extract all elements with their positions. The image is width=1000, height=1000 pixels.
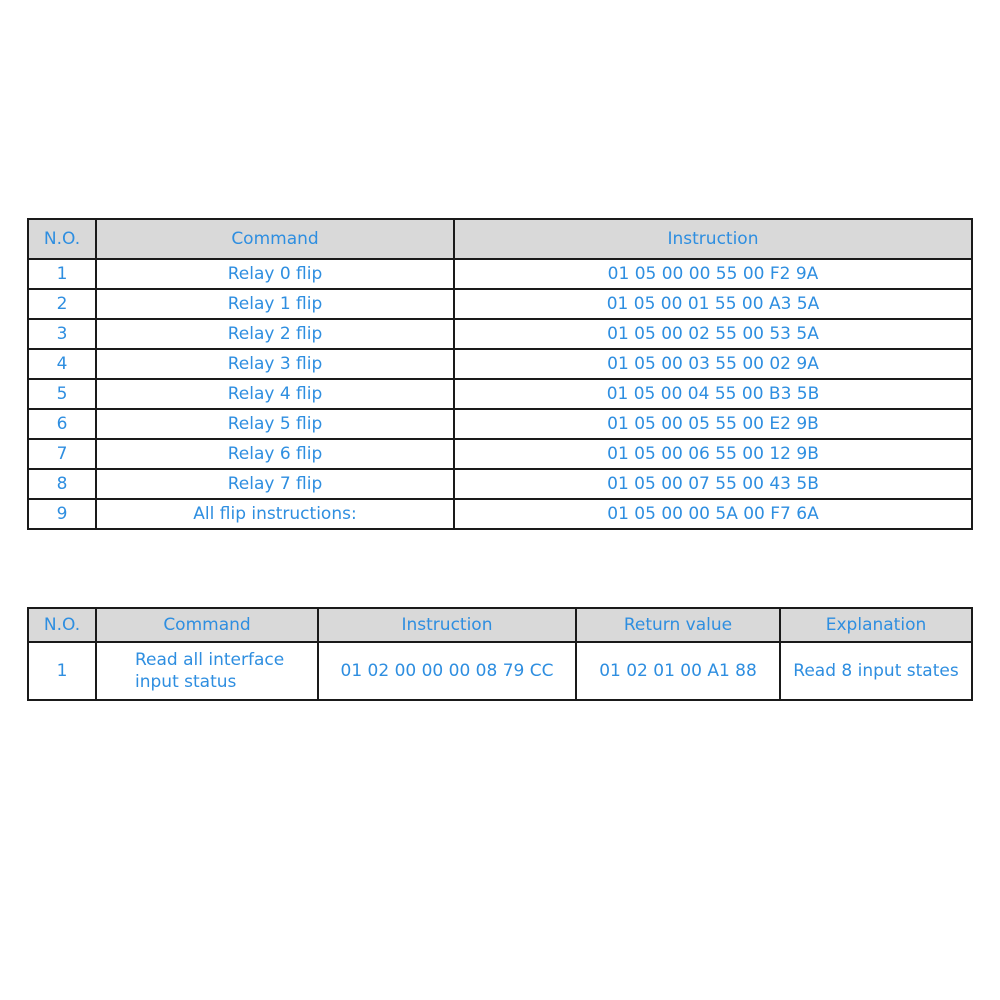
- row-command: Relay 5 flip: [96, 409, 454, 439]
- table-row: [28, 469, 972, 499]
- table-row: [28, 319, 972, 349]
- header-instruction: Instruction: [318, 608, 576, 642]
- row-command: All flip instructions:: [96, 499, 454, 529]
- row-command: Relay 7 flip: [96, 469, 454, 499]
- table-row: [28, 499, 972, 529]
- header-return-value: Return value: [576, 608, 780, 642]
- table-row: [28, 289, 972, 319]
- header-command: Command: [96, 219, 454, 259]
- row-command: Relay 2 flip: [96, 319, 454, 349]
- table-row: [28, 439, 972, 469]
- table-row: [28, 259, 972, 289]
- row-instruction: 01 05 00 02 55 00 53 5A: [454, 319, 972, 349]
- row-no: 4: [28, 349, 96, 379]
- row-command: Read all interface input status: [96, 642, 318, 700]
- row-no: 5: [28, 379, 96, 409]
- row-no: 1: [28, 642, 96, 700]
- row-no: 9: [28, 499, 96, 529]
- relay-command-table: [27, 218, 973, 530]
- row-no: 8: [28, 469, 96, 499]
- row-instruction: 01 05 00 00 5A 00 F7 6A: [454, 499, 972, 529]
- row-return-value: 01 02 01 00 A1 88: [576, 642, 780, 700]
- row-instruction: 01 05 00 01 55 00 A3 5A: [454, 289, 972, 319]
- row-instruction: 01 05 00 06 55 00 12 9B: [454, 439, 972, 469]
- table-header-row: [28, 219, 972, 259]
- row-explanation: Read 8 input states: [780, 642, 972, 700]
- row-instruction: 01 05 00 07 55 00 43 5B: [454, 469, 972, 499]
- input-status-table: [27, 607, 973, 701]
- row-instruction: 01 05 00 00 55 00 F2 9A: [454, 259, 972, 289]
- row-instruction: 01 02 00 00 00 08 79 CC: [318, 642, 576, 700]
- row-no: 2: [28, 289, 96, 319]
- table-header-row: [28, 608, 972, 642]
- table-row: [28, 642, 972, 700]
- row-command: Relay 3 flip: [96, 349, 454, 379]
- header-command: Command: [96, 608, 318, 642]
- header-explanation: Explanation: [780, 608, 972, 642]
- header-instruction: Instruction: [454, 219, 972, 259]
- table-row: [28, 349, 972, 379]
- row-no: 3: [28, 319, 96, 349]
- table-row: [28, 409, 972, 439]
- row-command: Relay 6 flip: [96, 439, 454, 469]
- row-instruction: 01 05 00 05 55 00 E2 9B: [454, 409, 972, 439]
- row-no: 7: [28, 439, 96, 469]
- row-command: Relay 1 flip: [96, 289, 454, 319]
- header-no: N.O.: [28, 608, 96, 642]
- row-no: 6: [28, 409, 96, 439]
- row-instruction: 01 05 00 03 55 00 02 9A: [454, 349, 972, 379]
- row-command: Relay 0 flip: [96, 259, 454, 289]
- table-row: [28, 379, 972, 409]
- row-command: Relay 4 flip: [96, 379, 454, 409]
- row-no: 1: [28, 259, 96, 289]
- row-instruction: 01 05 00 04 55 00 B3 5B: [454, 379, 972, 409]
- header-no: N.O.: [28, 219, 96, 259]
